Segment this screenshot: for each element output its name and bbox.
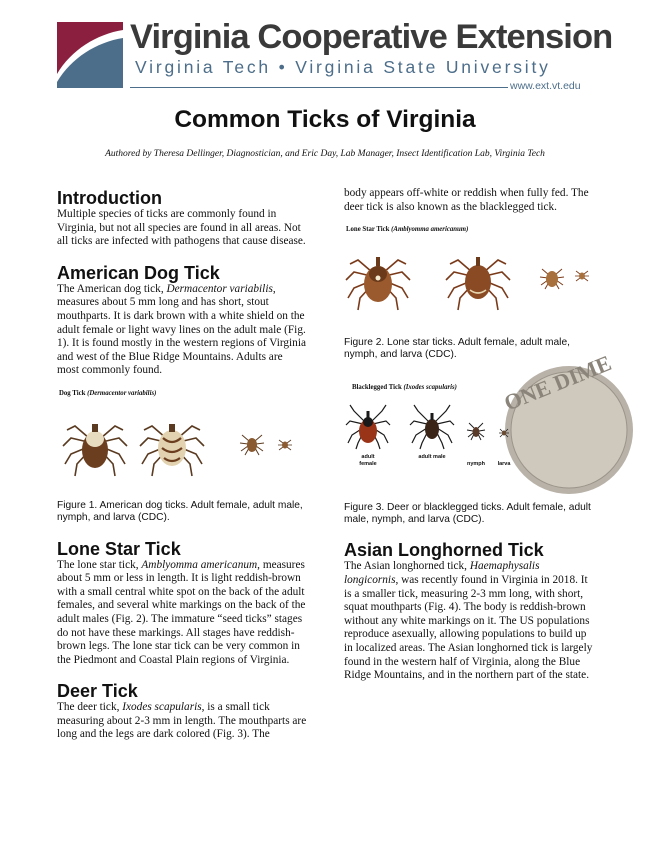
deer-tick-adult-male — [410, 405, 454, 449]
lone-star-tick-illustrations — [344, 234, 594, 320]
figure-1-caption: Figure 1. American dog ticks. Adult female, adult male, nymph, and larva (CDC). — [57, 499, 303, 524]
deer-tick-heading: Deer Tick — [57, 681, 138, 702]
dog-tick-larva — [278, 440, 292, 450]
lone-star-body: The lone star tick, Amblyomma americanum, measures about 5 mm or less in length. It is light reddish-brown with a small central white spot on the back of the adult females, and several white markings on the back of the adult males (Fig. 2). The immature “seed ticks” stages do not have these markings. All stages have reddish-brown legs. The lone star tick can be very common in the Piedmont and Coastal Plain regions of Virginia. — [57, 558, 306, 666]
dog-tick-adult-male — [140, 424, 204, 476]
page-title: Common Ticks of Virginia — [174, 106, 476, 133]
dog-tick-adult-female — [63, 424, 127, 476]
figure-3-caption: Figure 3. Deer or blacklegged ticks. Adult female, adult male, nymph, and larva (CDC). — [344, 501, 591, 526]
brand-url[interactable]: www.ext.vt.edu — [510, 80, 581, 92]
lone-star-heading: Lone Star Tick — [57, 538, 181, 559]
lone-star-nymph — [540, 269, 564, 289]
coin-text: ONE DIME — [500, 349, 615, 416]
right-column — [344, 187, 615, 683]
figure-1-dog-ticks — [57, 390, 307, 485]
figure-2-lone-star-ticks — [344, 226, 594, 321]
vce-logo-mark — [57, 22, 123, 88]
dog-tick-body: The American dog tick, Dermacentor variabilis, measures about 5 mm long and has short, stout mouthparts. It is dark brown with a white shield on the adult female or light wavy lines on the adult male (Fig. 1). It is found mostly in the western regions of Virginia and west of the Blue Ridge Mountains. Adults are most commonly found. — [57, 282, 306, 377]
intro-heading: Introduction — [57, 188, 162, 208]
deer-tick-nymph — [467, 423, 485, 440]
left-column — [57, 188, 307, 742]
brand-divider — [130, 87, 508, 88]
dog-tick-nymph — [240, 435, 264, 455]
deer-tick-adult-female — [346, 405, 390, 449]
stage-label-larva: larva — [497, 460, 511, 467]
figure-2-caption: Figure 2. Lone star ticks. Adult female, adult male, nymph, and larva (CDC). — [344, 337, 570, 361]
dog-tick-heading: American Dog Tick — [57, 262, 220, 283]
dog-tick-illustrations — [57, 400, 307, 486]
deer-tick-body: The deer tick, Ixodes scapularis, is a small tick measuring about 2-3 mm in length. The mouthparts are long and the legs are dark colored (Fig. 3). The — [57, 701, 307, 741]
deer-tick-body-continued: body appears off-white or reddish when fully fed. The deer tick is also known as the blacklegged tick. — [344, 187, 589, 213]
lone-star-adult-female — [346, 257, 410, 310]
lone-star-adult-male — [446, 257, 510, 310]
figure-3-label: Blacklegged Tick (Ixodes scapularis) — [352, 383, 457, 391]
dime-coin — [501, 350, 633, 494]
stage-label-adult-female: adult female — [359, 453, 377, 467]
brand-subtitle: Virginia Tech • Virginia State University — [135, 57, 551, 77]
brand-name: Virginia Cooperative Extension — [130, 18, 613, 56]
stage-label-adult-male: adult male — [418, 453, 446, 460]
figure-1-label: Dog Tick (Dermacentor variabilis) — [59, 389, 157, 397]
asian-tick-body: The Asian longhorned tick, Haemaphysalis longicornis, was recently found in Virginia in 2018. It is a smaller tick, measuring 2-3 mm long, with short, squat mouthparts (Fig. 4). The body is reddish-brown without any white markings on it. The US populations reproduce asexually, allowing populations to build up in localized areas. The Asian longhorned tick is largely found in the western half of Virginia, along the Blue Ridge Mountains, and in the northern part of the state. — [344, 560, 593, 682]
lone-star-larva — [575, 271, 589, 281]
stage-label-nymph: nymph — [466, 460, 486, 467]
byline: Authored by Theresa Dellinger, Diagnostician, and Eric Day, Lab Manager, Insect Identification Lab, Virginia Tech — [105, 149, 545, 159]
asian-tick-heading: Asian Longhorned Tick — [344, 540, 544, 561]
intro-body: Multiple species of ticks are commonly found in Virginia, but not all species are found in all areas. Not all ticks are infected with pathogens that cause disease. — [57, 208, 306, 248]
figure-2-label: Lone Star Tick (Amblyomma americanum) — [346, 226, 469, 234]
